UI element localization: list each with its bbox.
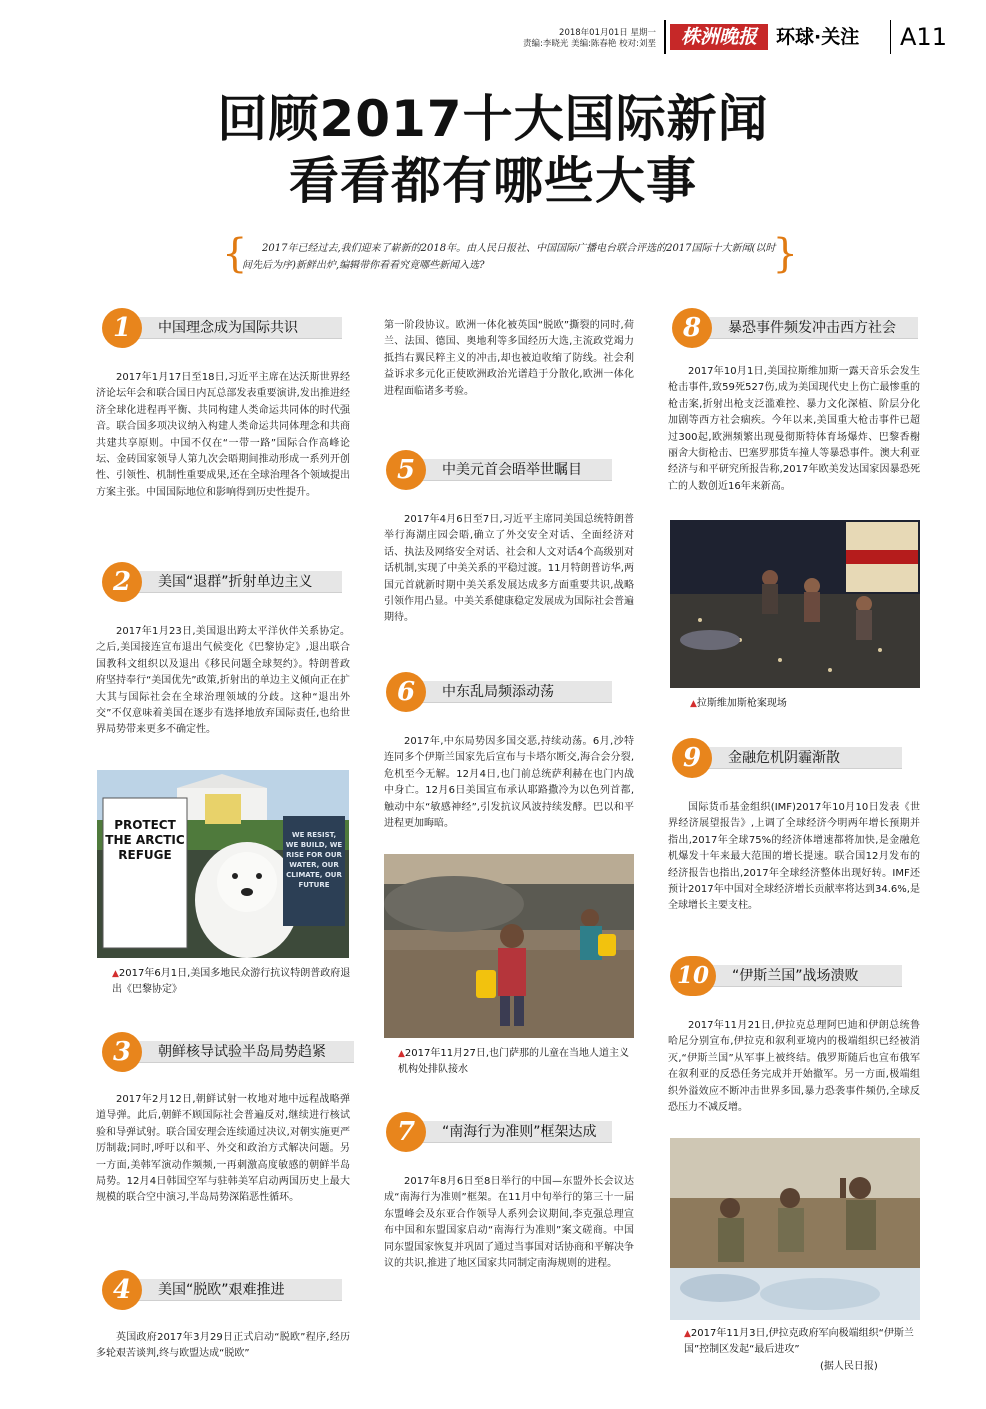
right-brace-icon: } [772, 231, 798, 277]
section-number-badge: 7 [386, 1112, 426, 1152]
section-1-body: 2017年1月17日至18日,习近平主席在达沃斯世界经济论坛年会和联合国日内瓦总部发表重要演讲,发出推进经济全球化进程再平衡、共同构建人类命运共同体的时代强音。联合国多项决议纳入构建人类命运共同体理念和共商共建共享原则。中国不仅在“一带一路”国际合作高峰论坛、金砖国家领导人第九次会晤期间推动形成一系列开创性、引领性、机制性重要成果,还在全球治理各个领域提出方案主张。中国国际地位和影响得到历史性提升。 [96, 372, 350, 498]
section-title: “南海行为准则”框架达成 [442, 1124, 597, 1140]
las-vegas-photo-illustration [670, 520, 920, 688]
section-6-body: 2017年,中东局势因多国交恶,持续动荡。6月,沙特连同多个伊斯兰国家先后宣布与卡塔尔断交,海合会分裂,危机至今无解。12月4日,也门前总统萨利赫在也门内战中身亡。12月6日美国宣布承认耶路撒冷为以色列首都,触动中东“敏感神经”,引发抗议风波持续发酵。巴以和平进程更加晦暗。 [384, 736, 634, 830]
caption-text: 2017年11月27日,也门萨那的儿童在当地人道主义机构处排队接水 [398, 1048, 629, 1075]
section-title: 美国“退群”折射单边主义 [158, 574, 313, 590]
headline [0, 88, 986, 212]
section-9-header [672, 738, 902, 778]
section-10-body: 2017年11月21日,伊拉克总理阿巴迪和伊朗总统鲁哈尼分别宣布,伊拉克和叙利亚境内的极端组织已经被消灭,“伊斯兰国”从军事上被终结。俄罗斯随后也宣布俄军在叙利亚的反恐任务完成并开始撤军。另一方面,极端组织外溢效应不断冲击世界多国,暴力恐袭事件频仍,全球反恐压力不减反增。 [668, 1020, 920, 1114]
section-title: 暴恐事件频发冲击西方社会 [728, 320, 896, 336]
section-8-caption [690, 696, 920, 712]
yemen-photo-illustration [384, 854, 634, 1038]
section-title: 朝鲜核导试验半岛局势趋紧 [158, 1044, 326, 1060]
section-number-badge: 10 [670, 956, 716, 996]
headline-line-2: 看看都有哪些大事 [289, 152, 697, 210]
section-5-header [386, 450, 612, 490]
section-number-badge: 5 [386, 450, 426, 490]
section-title: 金融危机阴霾渐散 [728, 750, 840, 766]
caption-text: 拉斯维加斯枪案现场 [696, 698, 787, 709]
masthead-meta [523, 28, 656, 50]
intro-text: 2017年已经过去,我们迎来了崭新的2018年。由人民日报社、中国国际广播电台联合评选的2017国际十大新闻(以时间先后为序)新鲜出炉,编辑带你看看究竟哪些新闻入选? [242, 243, 776, 271]
section-10-header [670, 956, 902, 996]
section-7-header [386, 1112, 612, 1152]
masthead [0, 0, 986, 70]
triangle-marker-icon: ▲ [112, 969, 119, 979]
section-2-header [102, 562, 342, 602]
iraq-photo-illustration [670, 1138, 920, 1320]
protest-photo [97, 770, 349, 958]
section-3-header [102, 1032, 354, 1072]
section-title: “伊斯兰国”战场溃败 [732, 968, 859, 984]
yemen-children-photo [384, 854, 634, 1038]
triangle-marker-icon: ▲ [398, 1049, 405, 1059]
triangle-marker-icon: ▲ [684, 1329, 691, 1339]
section-title: 中东乱局频添动荡 [442, 684, 554, 700]
section-4-body-continued: 第一阶段协议。欧洲一体化被英国“脱欧”撕裂的同时,荷兰、法国、德国、奥地利等多国经历大选,主流政党竭力抵挡右翼民粹主义的冲击,却也被迫收缩了防线。社会利益诉求多元化正使欧洲政治光谱趋于分散化,欧洲一体化进程面临诸多考验。 [384, 320, 634, 397]
intro-box [222, 231, 798, 277]
section-10-caption [684, 1326, 924, 1358]
section-2-body: 2017年1月23日,美国退出跨太平洋伙伴关系协定。之后,美国接连宣布退出气候变化《巴黎协定》,退出联合国教科文组织以及退出《移民问题全球契约》。特朗普政府坚持奉行“美国优先”政策,折射出的单边主义倾向正在扩大其与国际社会在全球治理领域的分歧。这种“退出外交”不仅意味着美国在逐步有选择地放弃国际责任,也给世界局势带来更多不确定性。 [96, 626, 350, 736]
section-number-badge: 9 [672, 738, 712, 778]
section-number-badge: 8 [672, 308, 712, 348]
caption-text: 2017年6月1日,美国多地民众游行抗议特朗普政府退出《巴黎协定》 [112, 968, 351, 995]
page-number: A11 [900, 23, 947, 51]
section-3-body: 2017年2月12日,朝鲜试射一枚地对地中远程战略弹道导弹。此后,朝鲜不顾国际社会普遍反对,继续进行核试验和导弹试射。联合国安理会连续通过决议,对朝实施更严厉制裁;同时,呼吁以和平、外交和政治方式解决问题。另一方面,美韩军演动作频频,一再刺激高度敏感的朝鲜半岛局势。12月4日韩国空军与驻韩美军启动两国历史上最大规模的联合空中演习,半岛局势深陷恶性循环。 [96, 1094, 350, 1204]
section-4-body: 英国政府2017年3月29日正式启动“脱欧”程序,经历多轮艰苦谈判,终与欧盟达成“脱欧” [96, 1332, 350, 1360]
section-title: 美国“脱欧”艰难推进 [158, 1282, 285, 1298]
section-8-body: 2017年10月1日,美国拉斯维加斯一露天音乐会发生枪击事件,致59死527伤,成为美国现代史上伤亡最惨重的枪击案,折射出枪支泛滥难控、暴力文化深植、阶层分化加剧等西方社会痼疾。今年以来,美国重大枪击事件已超过300起,欧洲频繁出现曼彻斯特体育场爆炸、巴黎香榭丽舍大街枪击、巴塞罗那货车撞人等暴恐事件。澳大利亚经济与和平研究所报告称,2017年欧美发达国家因暴恐死亡的人数创近16年来新高。 [668, 366, 920, 492]
section-name: 环球·关注 [776, 26, 860, 48]
left-brace-icon: { [222, 231, 248, 277]
section-number-badge: 2 [102, 562, 142, 602]
section-title: 中国理念成为国际共识 [158, 320, 298, 336]
section-9-body: 国际货币基金组织(IMF)2017年10月10日发表《世界经济展望报告》,上调了全球经济今明两年增长预期并指出,2017年全球75%的经济体增速都将加快,是金融危机爆发十年来最大范围的增长提速。联合国12月发布的经济报告也指出,2017年全球经济整体出现好转。IMF还预计2017年中国对全球经济增长贡献率将达到34.6%,是全球增长主要支柱。 [668, 802, 920, 912]
section-6-header [386, 672, 612, 712]
triangle-marker-icon: ▲ [690, 699, 697, 709]
section-6-caption [398, 1046, 638, 1078]
sign-text-arctic: PROTECT THE ARCTIC REFUGE [105, 818, 185, 862]
iraq-forces-photo [670, 1138, 920, 1320]
sign-text-resist: WE RESIST, WE BUILD, WE RISE FOR OUR WATER, OUR CLIMATE, OUR FUTURE [285, 831, 343, 889]
section-4-header [102, 1270, 342, 1310]
section-number-badge: 1 [102, 308, 142, 348]
masthead-divider [890, 20, 891, 54]
section-number-badge: 6 [386, 672, 426, 712]
masthead-rule [664, 20, 666, 54]
section-number-badge: 3 [102, 1032, 142, 1072]
section-1-header [102, 308, 342, 348]
paper-logo: 株洲晚报 [670, 24, 768, 50]
section-2-caption [112, 966, 352, 998]
section-number-badge: 4 [102, 1270, 142, 1310]
las-vegas-photo [670, 520, 920, 688]
headline-line-1: 回顾2017十大国际新闻 [217, 90, 769, 148]
section-7-body: 2017年8月6日至8日举行的中国—东盟外长会议达成“南海行为准则”框架。在11月中旬举行的第三十一届东盟峰会及东亚合作领导人系列会议期间,李克强总理宣布中国和东盟国家启动“南海行为准则”案文磋商。中国同东盟国家恢复并巩固了通过当事国对话协商和平解决争议的共识,推进了地区国家共同制定南海规则的进程。 [384, 1176, 634, 1270]
section-title: 中美元首会晤举世瞩目 [442, 462, 582, 478]
editors-line: 责编:李晓光 美编:陈春艳 校对:刘垩 [523, 39, 656, 49]
section-8-header [672, 308, 918, 348]
date-line: 2018年01月01日 星期一 [559, 28, 656, 38]
source-credit: (据人民日报) [820, 1361, 878, 1372]
caption-text: 2017年11月3日,伊拉克政府军向极端组织“伊斯兰国”控制区发起“最后进攻” [684, 1328, 914, 1355]
section-5-body: 2017年4月6日至7日,习近平主席同美国总统特朗普举行海湖庄园会晤,确立了外交安全对话、全面经济对话、执法及网络安全对话、社会和人文对话4个高级别对话机制,实现了中美关系的平稳过渡。11月特朗普访华,两国元首就新时期中美关系发展达成多方面重要共识,战略引领作用凸显。中美关系健康稳定发展成为国际社会普遍期待。 [384, 514, 634, 624]
